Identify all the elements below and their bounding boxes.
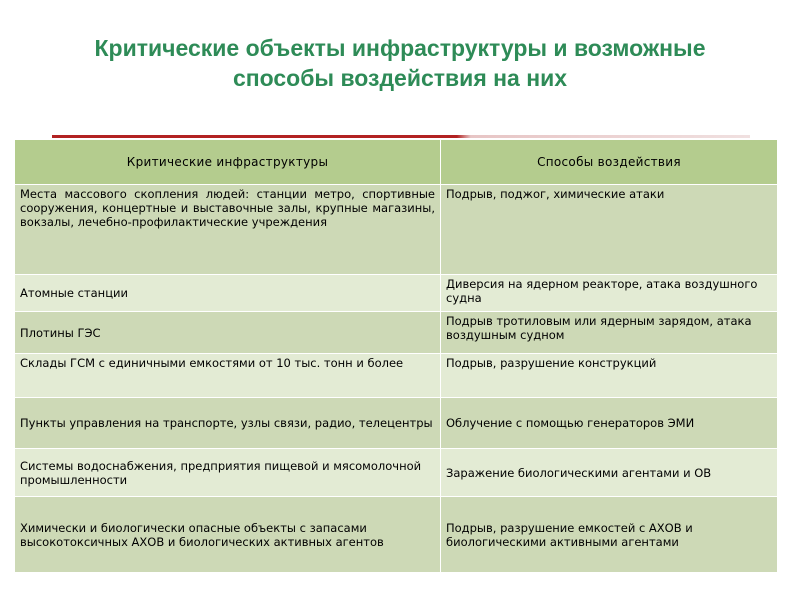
header-infrastructure: Критические инфраструктуры (15, 140, 441, 185)
page-title (0, 33, 800, 93)
cell-impact: Диверсия на ядерном реакторе, атака воздушного судна (441, 275, 778, 312)
table-row (15, 312, 778, 354)
page-title-line-1: Критические объекты инфраструктуры и возможные (94, 35, 706, 61)
cell-impact: Облучение с помощью генераторов ЭМИ (441, 398, 778, 449)
cell-object: Места массового скопления людей: станции метро, спортивные сооружения, концертные и выставочные залы, крупные магазины, вокзалы, лечебно-профилактические учреждения (15, 185, 441, 275)
table-row (15, 449, 778, 497)
cell-object: Склады ГСМ с единичными емкостями от 10 тыс. тонн и более (15, 354, 441, 398)
cell-object: Пункты управления на транспорте, узлы связи, радио, телецентры (15, 398, 441, 449)
cell-object: Плотины ГЭС (15, 312, 441, 354)
cell-object: Атомные станции (15, 275, 441, 312)
table-row (15, 354, 778, 398)
table-row (15, 275, 778, 312)
title-divider (52, 135, 750, 138)
cell-impact: Подрыв, разрушение емкостей с АХОВ и биологическими активными агентами (441, 497, 778, 573)
cell-impact: Подрыв, поджог, химические атаки (441, 185, 778, 275)
cell-impact: Подрыв, разрушение конструкций (441, 354, 778, 398)
table-row (15, 398, 778, 449)
table-header-row (15, 140, 778, 185)
cell-impact: Подрыв тротиловым или ядерным зарядом, атака воздушным судном (441, 312, 778, 354)
header-impact: Способы воздействия (441, 140, 778, 185)
cell-impact: Заражение биологическими агентами и ОВ (441, 449, 778, 497)
page-title-line-2: способы воздействия на них (232, 65, 568, 91)
table-row (15, 185, 778, 275)
cell-object: Химически и биологически опасные объекты с запасами высокотоксичных АХОВ и биологических активных агентов (15, 497, 441, 573)
infrastructure-table (14, 139, 778, 573)
cell-object: Системы водоснабжения, предприятия пищевой и мясомолочной промышленности (15, 449, 441, 497)
table-row (15, 497, 778, 573)
